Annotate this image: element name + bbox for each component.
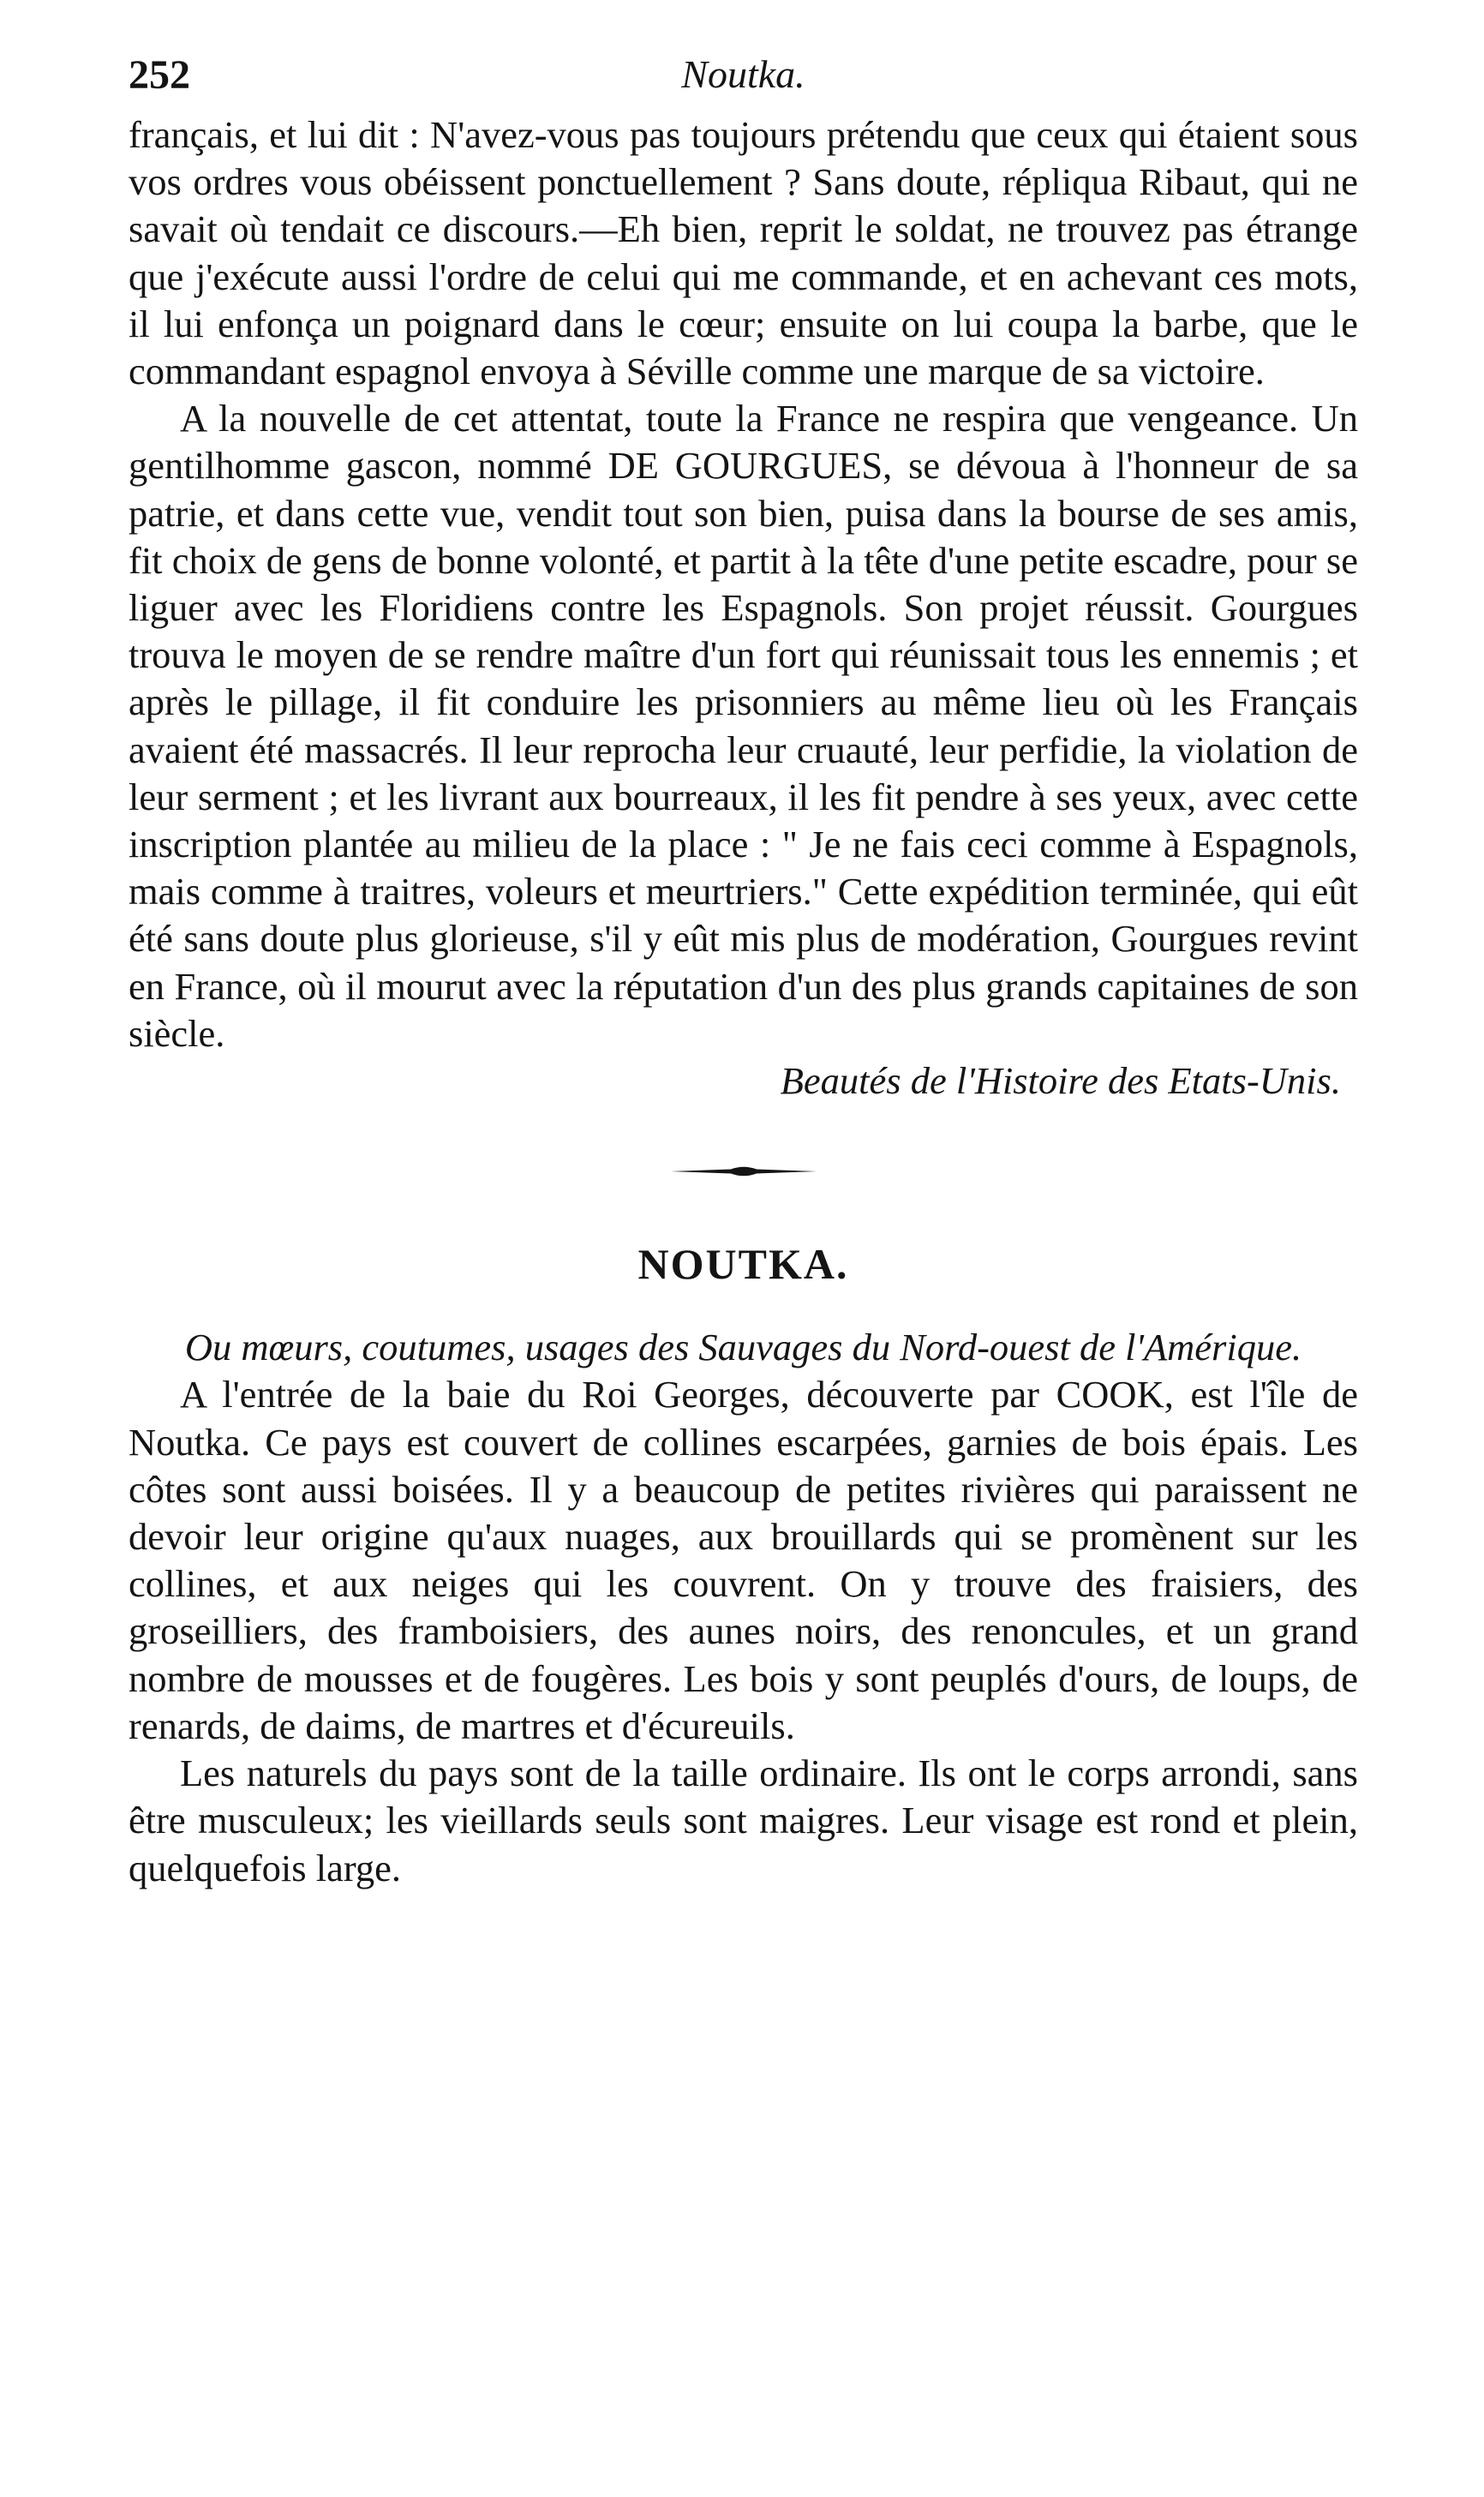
section-heading-noutka: NOUTKA. (637, 1240, 849, 1289)
paragraph-noutka-natives: Les naturels du pays sont de la taille ordinaire. Ils ont le corps arrondi, sans être musculeux; les vieillards seuls sont maigres. Leur visage est rond et plein, quelquefois large. (129, 1751, 1358, 1889)
article-noutka (129, 1371, 1358, 1891)
running-title: Noutka. (681, 52, 805, 96)
page-number: 252 (129, 52, 190, 98)
source-citation: Beautés de l'Histoire des Etats-Unis. (780, 1059, 1341, 1103)
running-head (129, 51, 1358, 111)
book-page (129, 51, 1358, 1892)
paragraph-gourgues-revenge: A la nouvelle de cet attentat, toute la France ne respira que vengeance. Un gentilhomme gascon, nommé DE GOURGUES, se dévoua à l'honneur de sa patrie, et dans cette vue, vendit tout son bien, puisa dans la bourse de ses amis, fit choix de gens de bonne volonté, et partit à la tête d'une petite escadre, pour se liguer avec les Floridiens contre les Espagnols. Son projet réussit. Gourgues trouva le moyen de se rendre maître d'un fort qui réunissait tous les ennemis ; et après le pillage, il fit conduire les prisonniers au même lieu où les Français avaient été massacrés. Il leur reprocha leur cruauté, leur perfidie, la violation de leur serment ; et les livrant aux bourreaux, il les fit pendre à ses yeux, avec cette inscription plantée au milieu de la place : " Je ne fais ceci comme à Espagnols, mais comme à traitres, voleurs et meurtriers." Cette expédition terminée, qui eût été sans doute plus glorieuse, s'il y eût mis plus de modération, Gourgues revint en France, où il mourut avec la réputation d'un des plus grands capitaines de son siècle. (129, 397, 1358, 1055)
ornamental-rule-icon (671, 1165, 817, 1178)
paragraph-noutka-geography: A l'entrée de la baie du Roi Georges, découverte par COOK, est l'île de Noutka. Ce pays est couvert de collines escarpées, garnies de bois épais. Les côtes sont aussi boisées. Il y a beaucoup de petites rivières qui paraissent ne devoir leur origine qu'aux nuages, aux brouillards qui se promènent sur les collines, et aux neiges qui les couvrent. On y trouve des fraisiers, des groseilliers, des framboisiers, des aunes noirs, des renoncules, et un grand nombre de mousses et de fougères. Les bois y sont peuplés d'ours, de loups, de renards, de daims, de martres et d'écureuils. (129, 1373, 1358, 1747)
article-ribaut-gourgues (129, 111, 1358, 1105)
paragraph-ribaut-death: français, et lui dit : N'avez-vous pas toujours prétendu que ceux qui étaient sous vos ordres vous obéissent ponctuellement ? Sans doute, répliqua Ribaut, qui ne savait où tendait ce discours.—Eh bien, reprit le soldat, ne trouvez pas étrange que j'exécute aussi l'ordre de celui qui me commande, et en achevant ces mots, il lui enfonça un poignard dans le cœur; ensuite on lui coupa la barbe, que le commandant espagnol envoya à Séville comme une marque de sa victoire. (129, 113, 1358, 393)
section-subtitle: Ou mœurs, coutumes, usages des Sauvages du Nord-ouest de l'Amérique. (184, 1326, 1302, 1369)
